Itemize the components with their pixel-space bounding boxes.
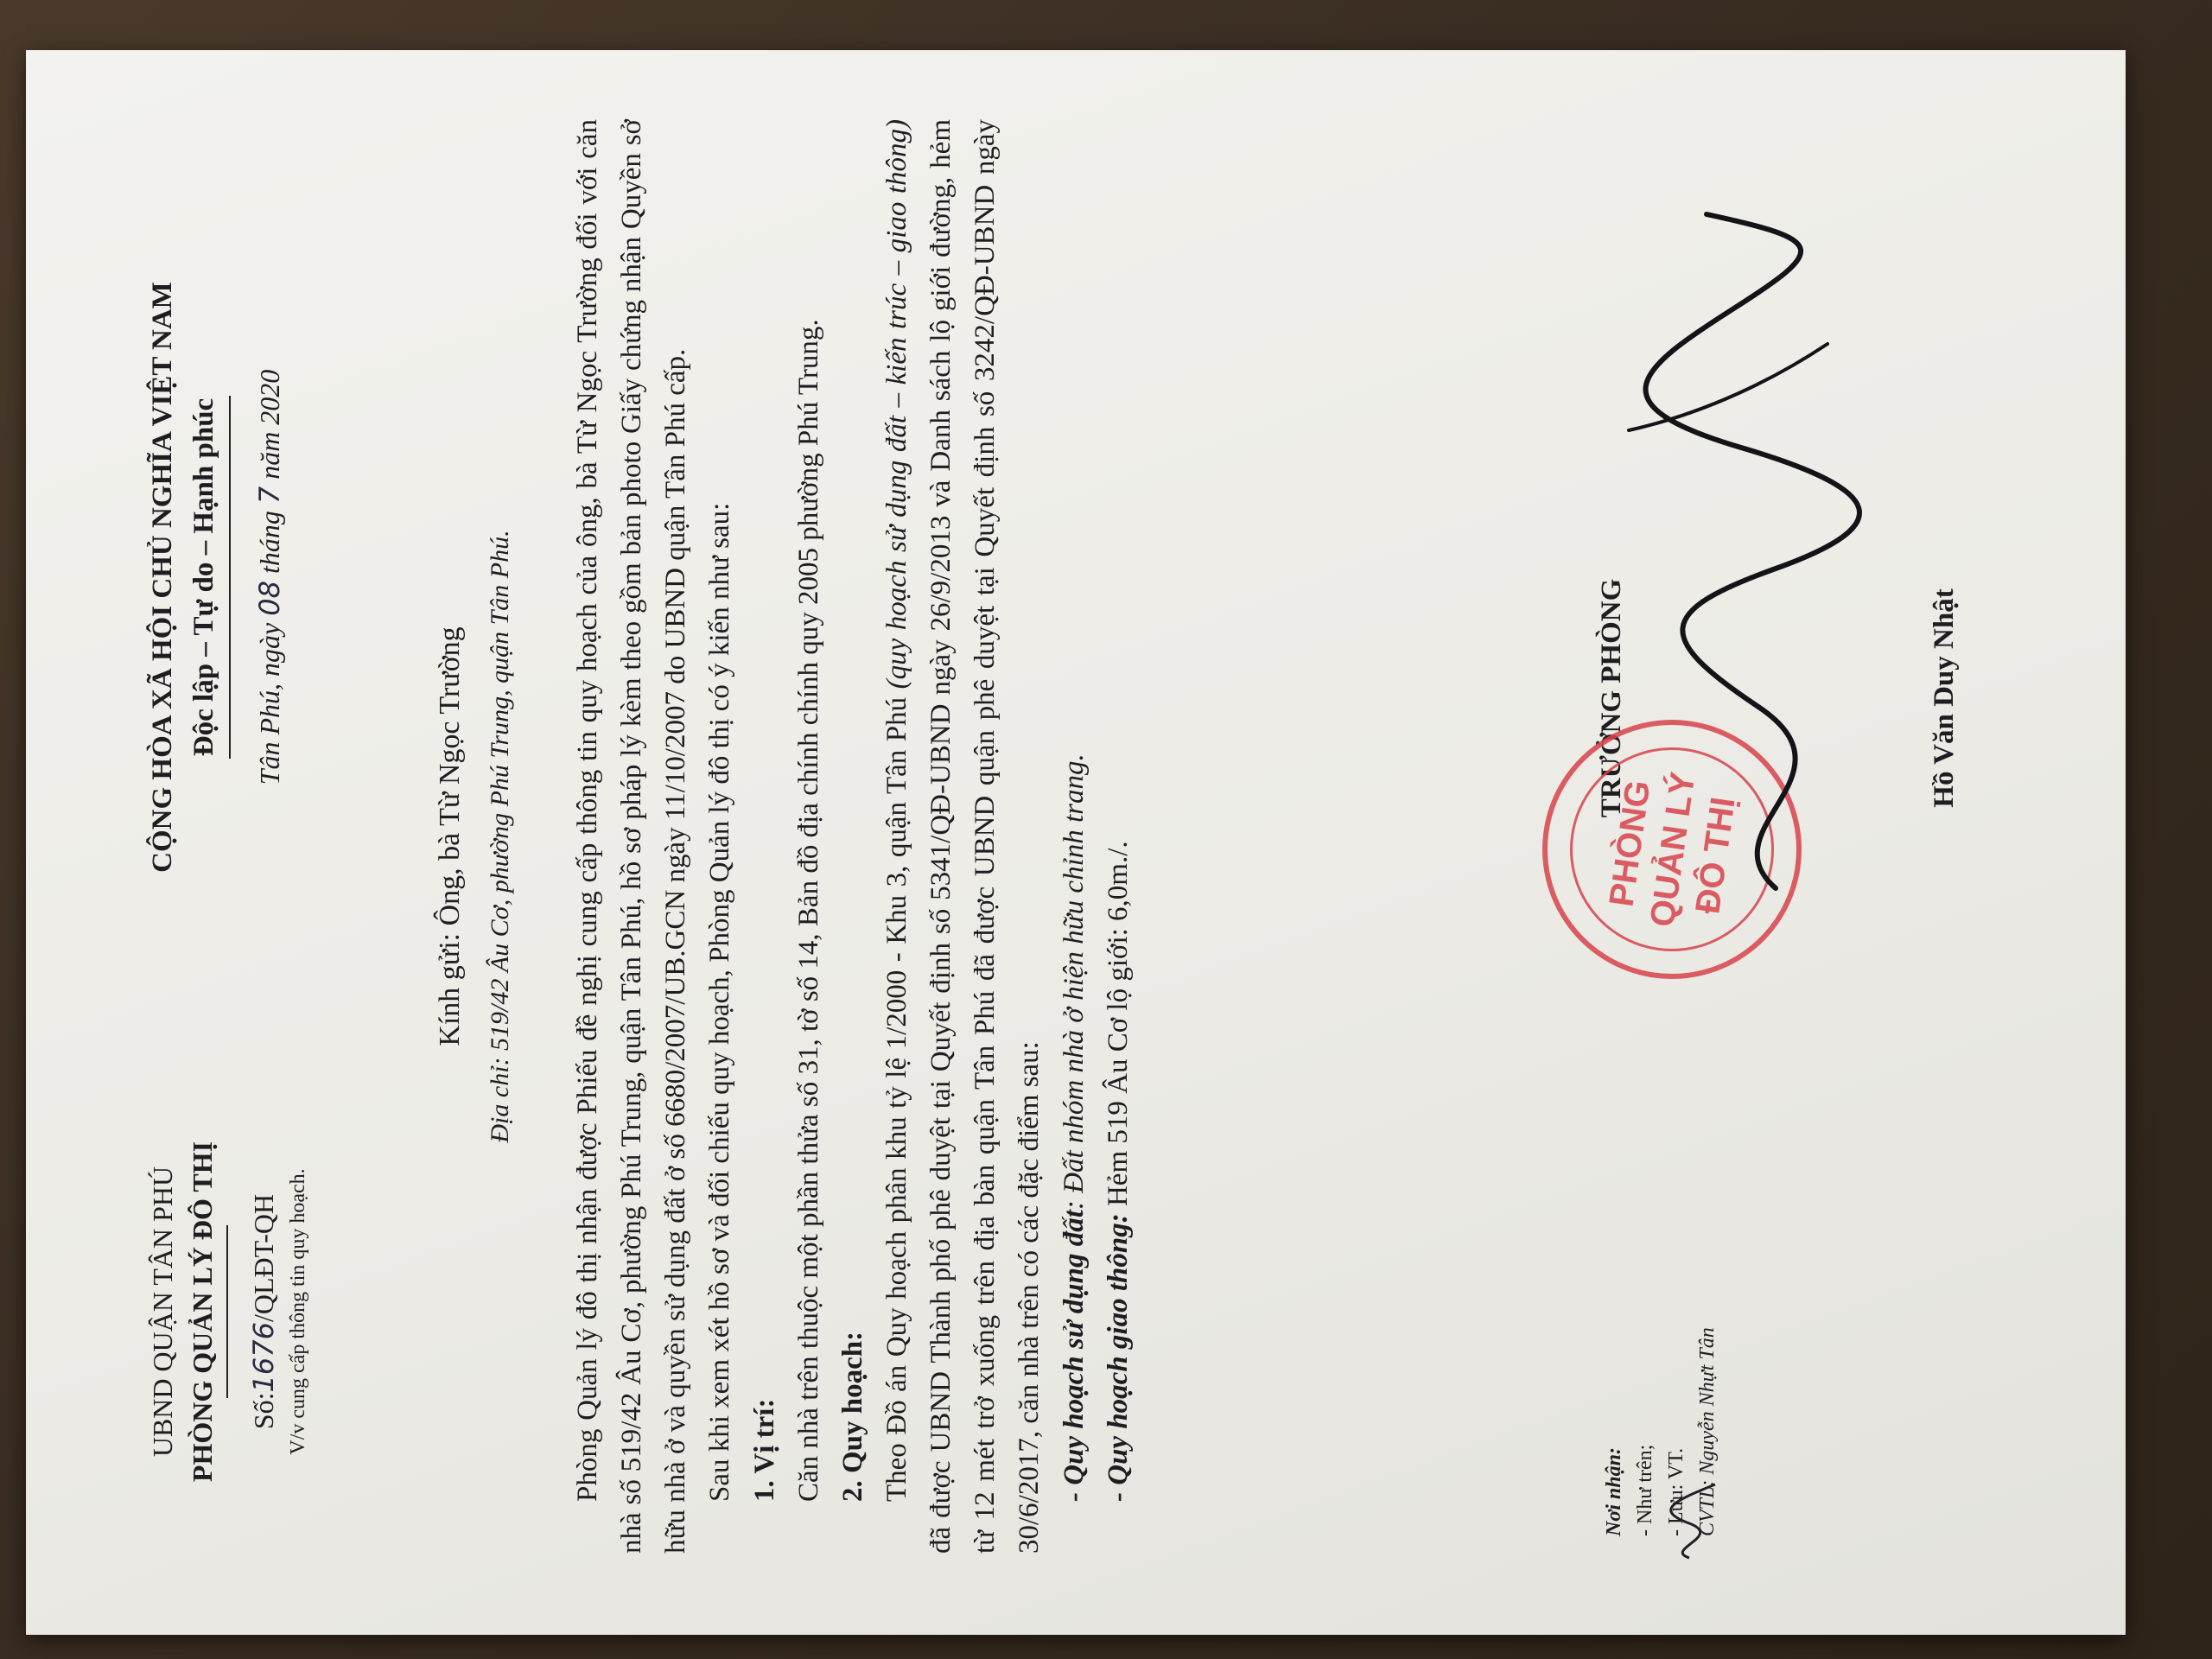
signer-name: Hồ Văn Duy Nhật	[1929, 588, 1960, 808]
recipient-block	[428, 119, 520, 1554]
issuer-underline	[226, 1225, 228, 1398]
document-number	[244, 1070, 283, 1554]
date-month-label: tháng	[253, 511, 285, 575]
bullet-traffic	[1096, 119, 1141, 1502]
planning-text-a: Theo Đồ án Quy hoạch phân khu tỷ lệ 1/2000 - Khu 3, quận Tân Phú	[880, 689, 912, 1502]
seal-line-3: ĐÔ THỊ	[1688, 794, 1743, 917]
planning-text-italic: (quy hoạch sử dụng đất – kiến trúc – giao thông)	[880, 119, 912, 690]
paragraph-request: Phòng Quản lý đô thị nhận được Phiếu đề nghị cung cấp thông tin quy hoạch của ông, bà Từ Ngọc Trường đối với căn nhà số 519/42 Âu Cơ, phường Phú Trung, quận Tân Phú, hồ sơ pháp lý kèm theo gồm bản photo Giấy chứng nhận Quyền sở hữu nhà ở và quyền sử dụng đất ở số 6680/2007/UB.GCN ngày 11/10/2007 do UBND quận Tân Phú cấp.	[572, 119, 692, 1554]
distribution-item: - Lưu: VT.	[1665, 1447, 1688, 1536]
paragraph-location: Căn nhà trên thuộc một phần thửa số 31, tờ số 14, Bản đồ địa chính chính quy 2005 phường Phú Trung.	[792, 319, 824, 1502]
kinh-gui: Kính gửi: Ông, bà Từ Ngọc Trường	[434, 626, 466, 1046]
motto-underline	[229, 396, 231, 759]
land-use-label: - Quy hoạch sử dụng đất	[1058, 1210, 1090, 1502]
date-prefix: Tân Phú, ngày	[253, 622, 285, 785]
planning-text-c: đã được UBND Thành phố phê duyệt tại Quyết định số 5341/QĐ-UBND ngày 26/9/2013 và Danh sách lộ giới đường, hẻm từ 12 mét trở xuống trên địa bàn quận Tân Phú đã được UBND quận phê duyệt tại Quyết định số 3242/QĐ-UBND ngày 30/6/2017, căn nhà trên có các đặc điểm sau:	[925, 119, 1046, 1554]
document-content	[82, 59, 2139, 1605]
national-motto: Độc lập – Tự do – Hạnh phúc	[188, 397, 219, 757]
document-subject: V/v cung cấp thông tin quy hoạch.	[287, 1168, 310, 1455]
handwritten-signature	[1603, 206, 1897, 897]
recipient-address: Địa chỉ: 519/42 Âu Cơ, phường Phú Trung, quận Tân Phú.	[485, 530, 514, 1143]
number-suffix: /QLĐT-QH	[247, 1193, 279, 1323]
number-prefix: Số:	[247, 1392, 279, 1430]
document-date	[250, 119, 289, 1035]
traffic-text: Hẻm 519 Âu Cơ lộ giới: 6,0m./.	[1102, 841, 1134, 1214]
document-body	[566, 119, 1141, 1554]
initials-signature	[1655, 1467, 1741, 1571]
distribution-title: Nơi nhận:	[1603, 1447, 1625, 1536]
date-year: năm 2020	[253, 369, 285, 480]
issuer-block	[143, 1070, 314, 1554]
signer-title: TRƯỞNG PHÒNG	[1596, 578, 1627, 818]
national-motto-block	[143, 119, 289, 1035]
national-title: CỘNG HÒA XÃ HỘI CHỦ NGHĨA VIỆT NAM	[147, 282, 178, 873]
traffic-label: - Quy hoạch giao thông:	[1102, 1213, 1134, 1502]
date-day: 08	[252, 581, 286, 616]
heading-location: 1. Vị trí:	[748, 1398, 780, 1502]
paragraph-planning	[875, 119, 1052, 1554]
distribution-item: - Như trên;	[1634, 1444, 1656, 1536]
issuer-office: PHÒNG QUẢN LÝ ĐÔ THỊ	[187, 1141, 219, 1483]
date-month: 7	[252, 486, 286, 505]
issuer-district: UBND QUẬN TÂN PHÚ	[147, 1166, 178, 1458]
document-sheet	[26, 50, 2126, 1635]
number-handwritten: 1676	[246, 1322, 280, 1393]
seal-line-1: PHÒNG	[1602, 778, 1658, 909]
paragraph-review: Sau khi xem xét hồ sơ và đối chiếu quy hoạch, Phòng Quản lý đô thị có ý kiến như sau:	[704, 502, 736, 1502]
land-use-text: : Đất nhóm nhà ở hiện hữu chỉnh trang.	[1058, 753, 1090, 1211]
seal-line-2: QUẢN LÝ	[1643, 769, 1703, 930]
bullet-land-use	[1052, 119, 1096, 1502]
distribution-item: CVTL: Nguyễn Nhựt Tân	[1696, 1327, 1719, 1536]
heading-planning: 2. Quy hoạch:	[836, 1331, 868, 1502]
